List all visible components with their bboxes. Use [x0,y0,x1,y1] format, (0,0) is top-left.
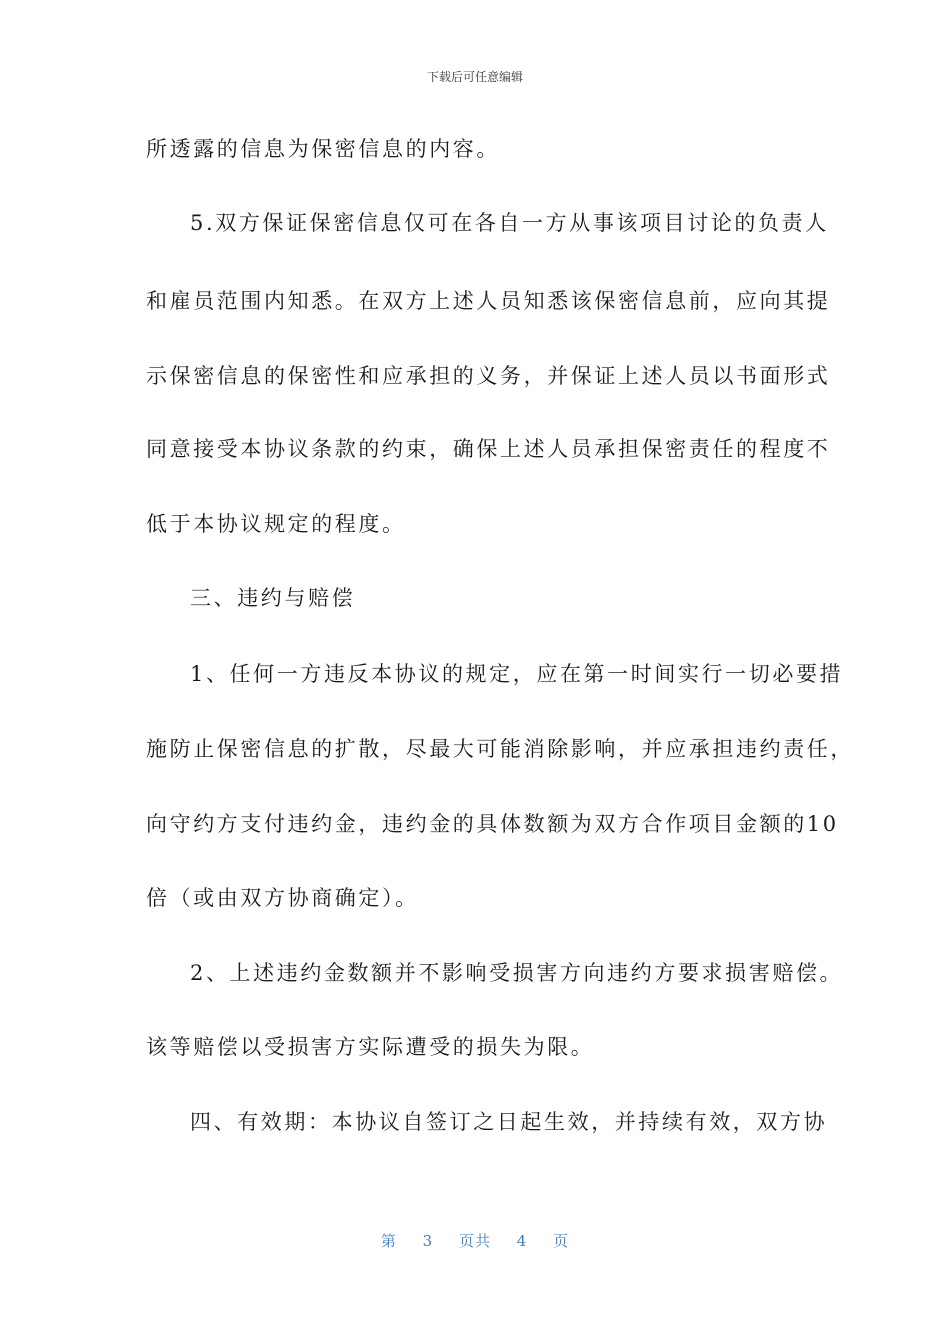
text-line: 低于本协议规定的程度。 [146,512,406,536]
paragraph-start: 5.双方保证保密信息仅可在各自一方从事该项目讨论的负责人 [190,211,829,235]
text-line: 倍（或由双方协商确定）。 [146,886,419,910]
section-heading: 四、有效期：本协议自签订之日起生效，并持续有效，双方协 [190,1110,828,1134]
page-header: 下载后可任意编辑 [426,70,523,84]
footer-label-3: 页 [553,1232,570,1250]
footer-label-1: 第 [380,1232,397,1250]
paragraph-start: 2、上述违约金数额并不影响受损害方向违约方要求损害赔偿。 [190,961,844,985]
footer-label-2: 页共 [458,1232,491,1250]
text-line: 和雇员范围内知悉。在双方上述人员知悉该保密信息前，应向其提 [146,289,831,313]
text-line: 示保密信息的保密性和应承担的义务，并保证上述人员以书面形式 [146,364,831,388]
total-pages-number: 4 [516,1232,528,1250]
text-line: 向守约方支付违约金，违约金的具体数额为双方合作项目金额的10 [146,812,839,836]
current-page-number: 3 [422,1232,434,1250]
text-line: 施防止保密信息的扩散，尽最大可能消除影响，并应承担违约责任， [146,737,854,761]
paragraph-start: 1、任何一方违反本协议的规定，应在第一时间实行一切必要措 [190,662,844,686]
text-line: 该等赔偿以受损害方实际遭受的损失为限。 [146,1035,595,1059]
text-line: 同意接受本协议条款的约束，确保上述人员承担保密责任的程度不 [146,437,831,461]
page-footer [0,1230,950,1251]
section-heading: 三、违约与赔偿 [190,586,356,610]
text-line: 所透露的信息为保密信息的内容。 [146,137,500,161]
